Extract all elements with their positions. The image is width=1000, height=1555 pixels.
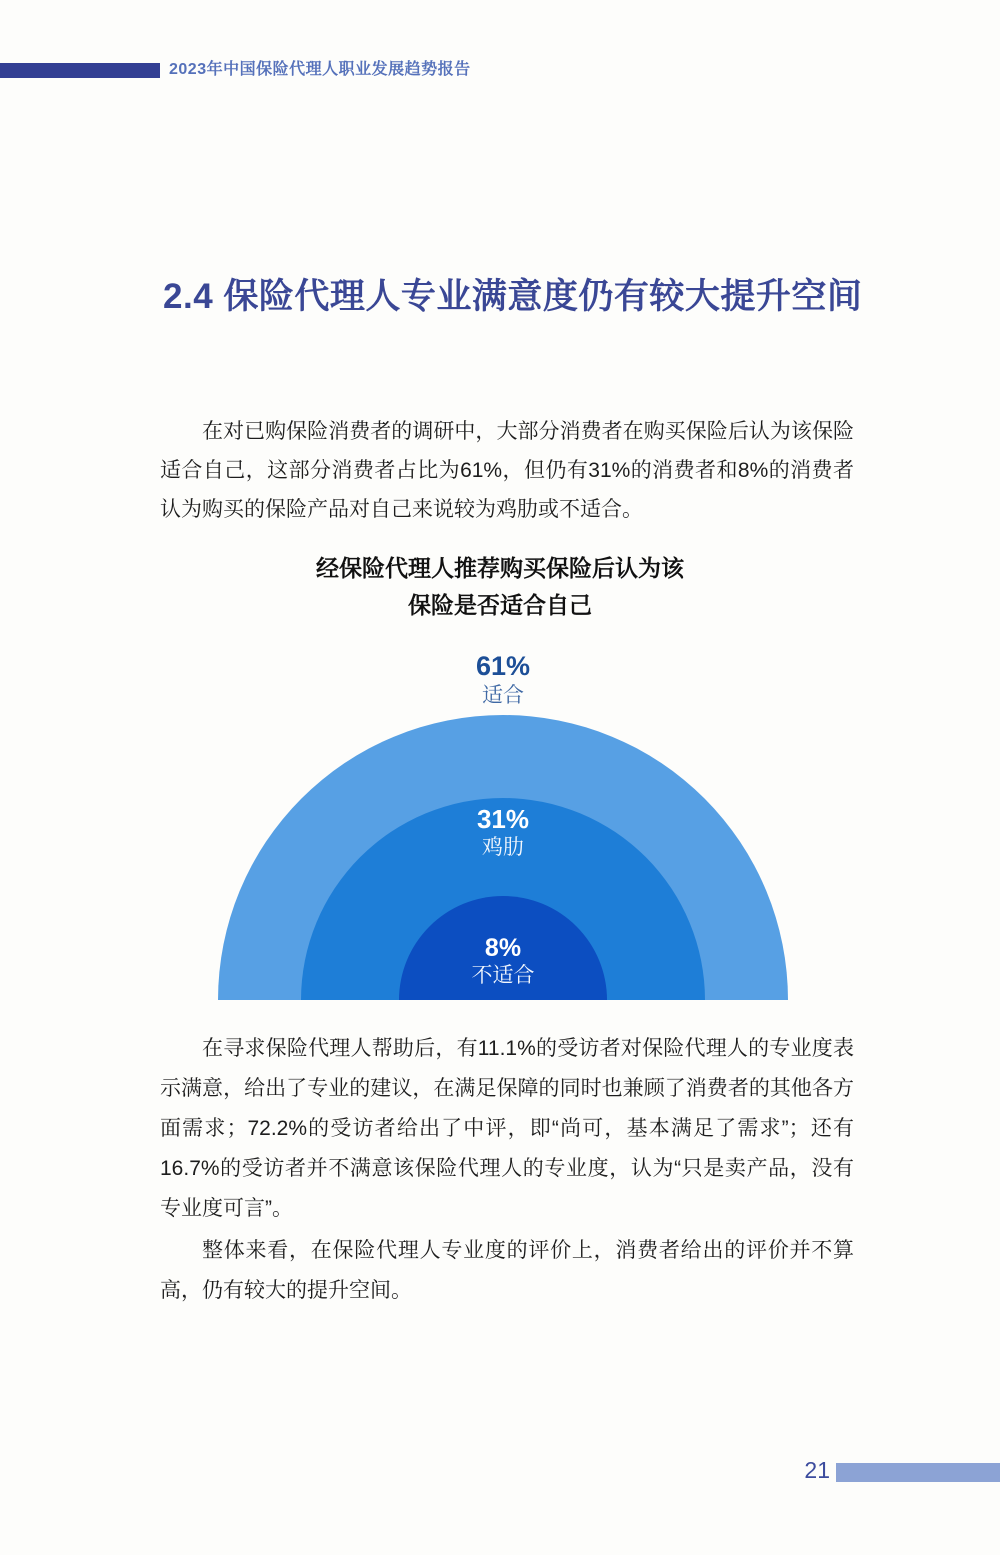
- paragraph-3: 整体来看，在保险代理人专业度的评价上，消费者给出的评价并不算高，仍有较大的提升空间。: [160, 1239, 854, 1302]
- chart-label-chicken-rib: [3, 804, 1000, 861]
- chart-label-chicken-rib-name: 鸡肋: [482, 836, 524, 859]
- chart-label-suitable-pct: 61%: [475, 651, 531, 681]
- paragraph-1: 在对已购保险消费者的调研中，大部分消费者在购买保险后认为该保险适合自己，这部分消费者占比为61%，但仍有31%的消费者和8%的消费者认为购买的保险产品对自己来说较为鸡肋或不适合。: [160, 420, 854, 521]
- chart-title-line-1: 经保险代理人推荐购买保险后认为该: [316, 555, 684, 581]
- paragraph-2: 在寻求保险代理人帮助后，有11.1%的受访者对保险代理人的专业度表示满意，给出了专业的建议，在满足保障的同时也兼顾了消费者的其他各方面需求；72.2%的受访者给出了中评，即“尚可，基本满足了需求”；还有16.7%的受访者并不满意该保险代理人的专业度，认为“只是卖产品，没有专业度可言”。: [160, 1037, 854, 1220]
- chart-label-unsuitable-pct: 8%: [484, 934, 522, 962]
- footer-accent-bar: [836, 1463, 1000, 1482]
- chart-label-chicken-rib-pct: 31%: [476, 804, 530, 834]
- report-title: 2023年中国保险代理人职业发展趋势报告: [169, 61, 471, 78]
- header-accent-bar: [0, 63, 160, 78]
- section-heading: 2.4 保险代理人专业满意度仍有较大提升空间: [163, 277, 863, 316]
- chart-label-suitable: [3, 650, 1000, 709]
- chart-label-suitable-name: 适合: [482, 684, 524, 707]
- page-number: 21: [804, 1457, 830, 1483]
- chart-label-unsuitable: [3, 934, 1000, 989]
- chart-title-line-2: 保险是否适合自己: [408, 592, 592, 618]
- chart-title: [0, 550, 1000, 624]
- chart-label-unsuitable-name: 不适合: [471, 964, 535, 987]
